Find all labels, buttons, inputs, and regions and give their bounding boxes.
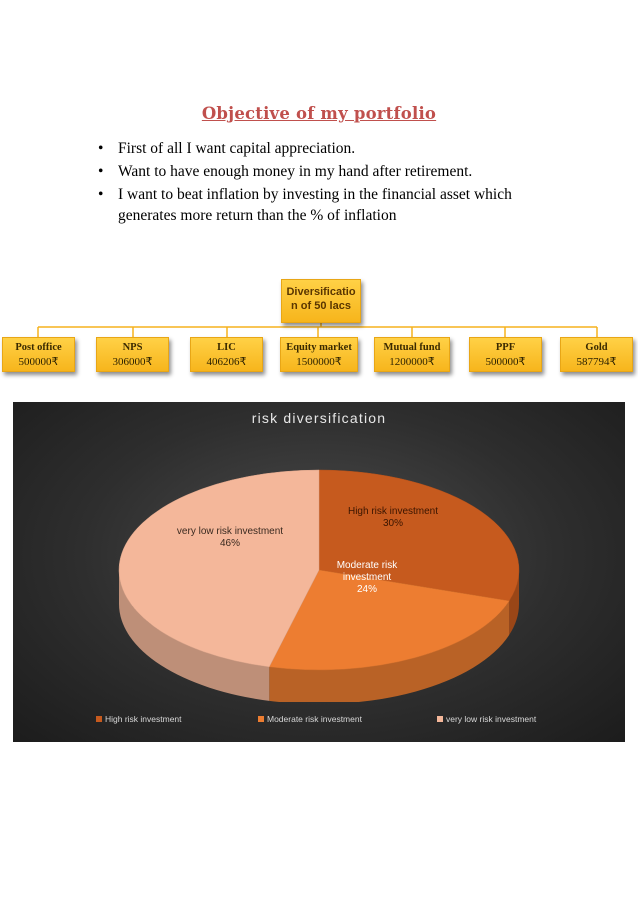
org-node-name: Gold <box>585 342 608 353</box>
org-root-label-line1: Diversificatio <box>286 286 356 298</box>
org-node-name: Mutual fund <box>383 342 441 353</box>
bullet-icon: • <box>98 186 104 203</box>
org-node-amount: 587794₹ <box>576 356 617 368</box>
legend-label: Moderate risk investment <box>267 714 362 724</box>
org-node-nps <box>96 337 169 372</box>
data-label-low-value: 46% <box>219 538 240 549</box>
legend-label: High risk investment <box>105 714 182 724</box>
objective-text: I want to beat inflation by investing in the financial asset which generates more return than the % of inflation <box>118 186 512 224</box>
org-node-name: Equity market <box>286 342 352 353</box>
legend-swatch <box>258 716 264 722</box>
org-node-ppf <box>469 337 542 372</box>
org-node-name: NPS <box>122 342 143 353</box>
data-label-moderate <box>319 560 415 596</box>
objective-text: First of all I want capital appreciation. <box>118 140 356 157</box>
data-label-high-value: 30% <box>382 518 403 529</box>
org-node-name: PPF <box>495 342 516 353</box>
chart-title: risk diversification <box>251 410 387 426</box>
legend-item-low <box>437 714 536 724</box>
data-label-moderate-value: 24% <box>356 584 377 595</box>
legend-swatch <box>96 716 102 722</box>
org-root-label-line2: n of 50 lacs <box>291 300 351 312</box>
data-label-moderate-name1: Moderate risk <box>336 560 398 571</box>
org-node-amount: 306000₹ <box>112 356 153 368</box>
legend-item-high <box>96 714 182 724</box>
objective-text: Want to have enough money in my hand after retirement. <box>118 163 473 180</box>
org-node-gold <box>560 337 633 372</box>
data-label-low-name: very low risk investment <box>176 526 284 537</box>
legend-item-moderate <box>258 714 362 724</box>
org-root-node <box>281 279 361 323</box>
org-node-amount: 1200000₹ <box>389 356 435 368</box>
org-node-equity-market <box>280 337 358 372</box>
pie-chart-svg <box>13 402 625 702</box>
legend-swatch <box>437 716 443 722</box>
data-label-low <box>165 526 295 550</box>
org-node-amount: 500000₹ <box>485 356 526 368</box>
bullet-icon: • <box>98 140 104 157</box>
data-label-high <box>333 506 453 530</box>
org-node-mutual-fund <box>374 337 450 372</box>
data-label-moderate-name2: investment <box>342 572 392 583</box>
org-node-amount: 500000₹ <box>18 356 59 368</box>
org-node-name: LIC <box>217 342 236 353</box>
org-node-post-office <box>2 337 75 372</box>
org-node-amount: 406206₹ <box>206 356 247 368</box>
legend-label: very low risk investment <box>446 714 537 724</box>
org-node-amount: 1500000₹ <box>296 356 342 368</box>
data-label-high-name: High risk investment <box>347 506 439 517</box>
risk-chart <box>13 402 625 742</box>
org-node-name: Post office <box>15 342 62 353</box>
page-title: Objective of my portfolio <box>201 104 437 123</box>
org-node-lic <box>190 337 263 372</box>
bullet-icon: • <box>98 163 104 180</box>
